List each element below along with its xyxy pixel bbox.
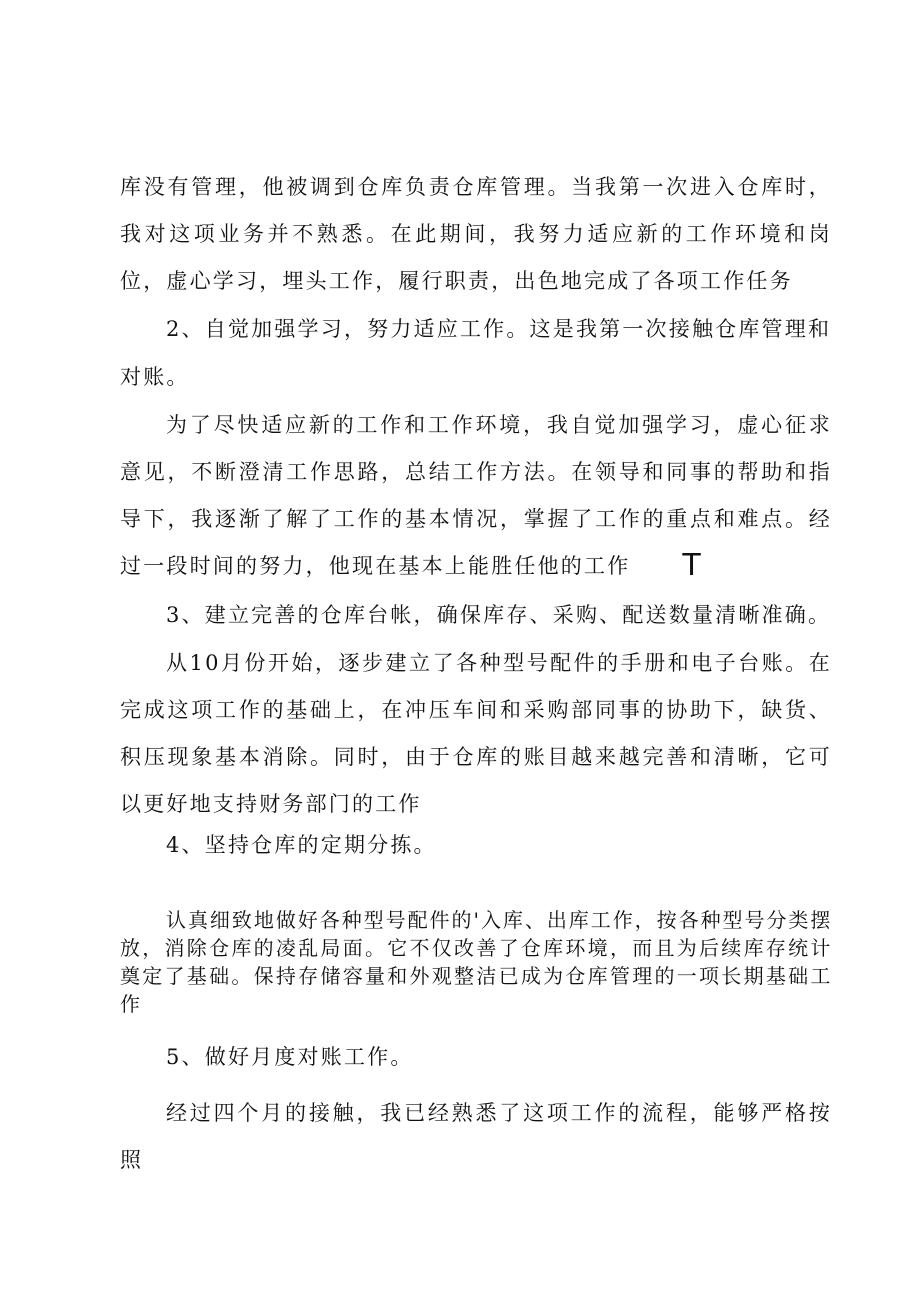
paragraph-sorting: 认真细致地做好各种型号配件的'入库、出库工作，按各种型号分类摆放，消除仓库的凌乱局面。它不仅改善了仓库环境，而且为后续库存统计奠定了基础。保持存储容量和外观整洁已成为仓库管理的一项长期基础工作 [120,908,832,1016]
text-cursor-mark: T [682,548,701,583]
heading-item-3: 3、建立完善的仓库台帐，确保库存、采购、配送数量清晰准确。 [166,603,832,627]
paragraph-learning [120,402,832,590]
heading-item-5: 5、做好月度对账工作。 [166,1045,414,1069]
paragraph-ledger: 从10月份开始，逐步建立了各种型号配件的手册和电子台账。在完成这项工作的基础上，在冲压车间和采购部同事的协助下，缺货、积压现象基本消除。同时，由于仓库的账目越来越完善和清晰，它可以更好地支持财务部门的工作 [120,651,832,816]
paragraph-reconciliation: 经过四个月的接触，我已经熟悉了这项工作的流程，能够严格按照 [120,1101,832,1172]
heading-item-2: 2、自觉加强学习，努力适应工作。这是我第一次接触仓库管理和 [166,317,832,341]
heading-item-4: 4、坚持仓库的定期分拣。 [166,833,437,857]
paragraph-learning-text: 为了尽快适应新的工作和工作环境，我自觉加强学习，虚心征求意见，不断澄清工作思路，总结工作方法。在领导和同事的帮助和指导下，我逐渐了解了工作的基本情况，掌握了工作的重点和难点。经过一段时间的努力，他现在基本上能胜任他的工作 [120,413,832,578]
heading-item-2-continuation: 对账。 [120,365,190,389]
paragraph-warehouse-intro: 库没有管理，他被调到仓库负责仓库管理。当我第一次进入仓库时，我对这项业务并不熟悉。在此期间，我努力适应新的工作环境和岗位，虚心学习，埋头工作，履行职责，出色地完成了各项工作任务 [120,175,832,293]
